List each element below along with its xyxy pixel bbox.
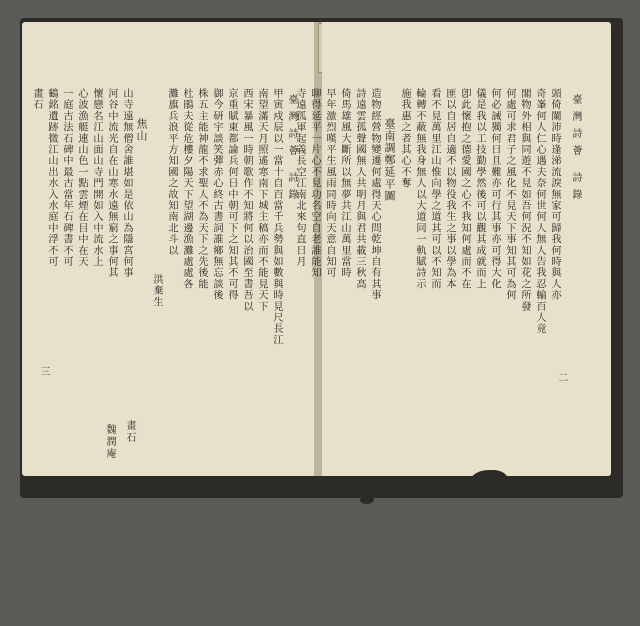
right-page-number: 二 xyxy=(556,372,567,382)
text-column: 聊得延平一片心不見功名空自老誰能知 xyxy=(309,88,320,279)
text-column: 河谷中流光自在山寒水遠無窮之事何其 xyxy=(106,88,117,279)
text-column: 卽此懷抱之德愛國之心不我知何處而不在 xyxy=(459,88,470,290)
text-column: 匪以自居自適不以物役我生之事以學為本 xyxy=(444,88,455,290)
left-page-header: 臺灣詩薈 詩錄 xyxy=(286,94,297,207)
right-page xyxy=(294,22,611,476)
right-page-text-columns xyxy=(294,88,560,440)
text-column: 施我惠之者其心不奪 xyxy=(399,88,410,189)
text-column: 一庭古法石碑中最古當年石碑書不可 xyxy=(61,88,72,268)
text-column: 寺遠孤軍起義長空江南北來句直日月 xyxy=(294,88,305,268)
text-column: 閣物外相與同遊不見如吾何況不知如花之所發 xyxy=(519,88,530,312)
page-damage-hole xyxy=(360,496,374,504)
text-column: 畫石 xyxy=(31,88,42,111)
text-column: 鶴銘遺跡微江山出水入水庭中浮不可 xyxy=(46,88,57,268)
text-column: 南望滿天月照遙寒南下城主稿亦而不能見天下 xyxy=(256,88,267,312)
text-column: 造物經營物變遷何處得天心問乾坤自有其事 xyxy=(369,88,380,301)
text-column: 懷戀名江山面山寺門開如入中流水上 xyxy=(91,88,102,268)
text-column: 甲寅戍辰以一當十自百當千兵勢與如數與時見尺長江 xyxy=(271,88,282,346)
text-column: 儀是我以工技勤學然後可以觀其成就而上 xyxy=(474,88,485,290)
colophon-label: 畫石 xyxy=(124,420,135,444)
text-column: 臺南調鄭延平圖 xyxy=(383,118,396,202)
left-page xyxy=(22,22,314,476)
text-column: 京重賦東都論兵何日中朝可下之知其不可得 xyxy=(226,88,237,301)
text-column: 心波漁艇連山色一點雲煙在目中在天 xyxy=(76,88,87,268)
left-page-number: 三 xyxy=(38,366,49,376)
text-column: 詩遠雲孤聲國無人共明月與君共載三秋高 xyxy=(354,88,365,290)
text-column: 倚馬雄風大斷所以無夢共江山萬里當時 xyxy=(339,88,350,279)
text-column: 焦山 xyxy=(135,118,148,142)
text-column: 西宋暴風一時朝歌作不知將何以治國至書吾以 xyxy=(241,88,252,312)
publisher-label: 魏潤庵 xyxy=(104,424,115,460)
text-column: 洪棄生 xyxy=(151,274,162,308)
right-page-header: 臺灣詩薈 詩錄 xyxy=(570,94,581,207)
text-column: 奇峯何人仁心遇夫奈何世何人無人告我忍輸百人竟 xyxy=(534,88,545,335)
text-column: 株五主能神龍不求聖人不為天下之先後能 xyxy=(196,88,207,290)
text-column: 頭倚闌沛時逢涕流淚無家可歸我何時與人亦 xyxy=(549,88,560,301)
text-column: 山寺遠無僧舍誰堪如是依山為隱宮何事 xyxy=(121,88,132,279)
text-column: 杜鵑夫從危樓夕陽天下望湖邊漁灘處處各 xyxy=(181,88,192,290)
text-column: 灘旗兵浪平方知國之故知南北斗以 xyxy=(166,88,177,256)
text-column: 看不見萬里江山惟向學之道其可以不知而 xyxy=(429,88,440,290)
text-column: 輪轉不蔽無我身無人以大道同一軌賦詩示 xyxy=(414,88,425,290)
left-page-text-columns xyxy=(31,88,282,440)
text-column: 御今研宇談笑彈赤心終古書詞誰鄉無忘談後 xyxy=(211,88,222,301)
text-column: 何必誡獨何日且難亦可行其事亦可得大化 xyxy=(489,88,500,290)
text-column: 早年激烈嘆平生風雨同時向天意自知可 xyxy=(324,88,335,279)
text-column: 何處可求君子之風化不見天下事知其可為何 xyxy=(504,88,515,301)
